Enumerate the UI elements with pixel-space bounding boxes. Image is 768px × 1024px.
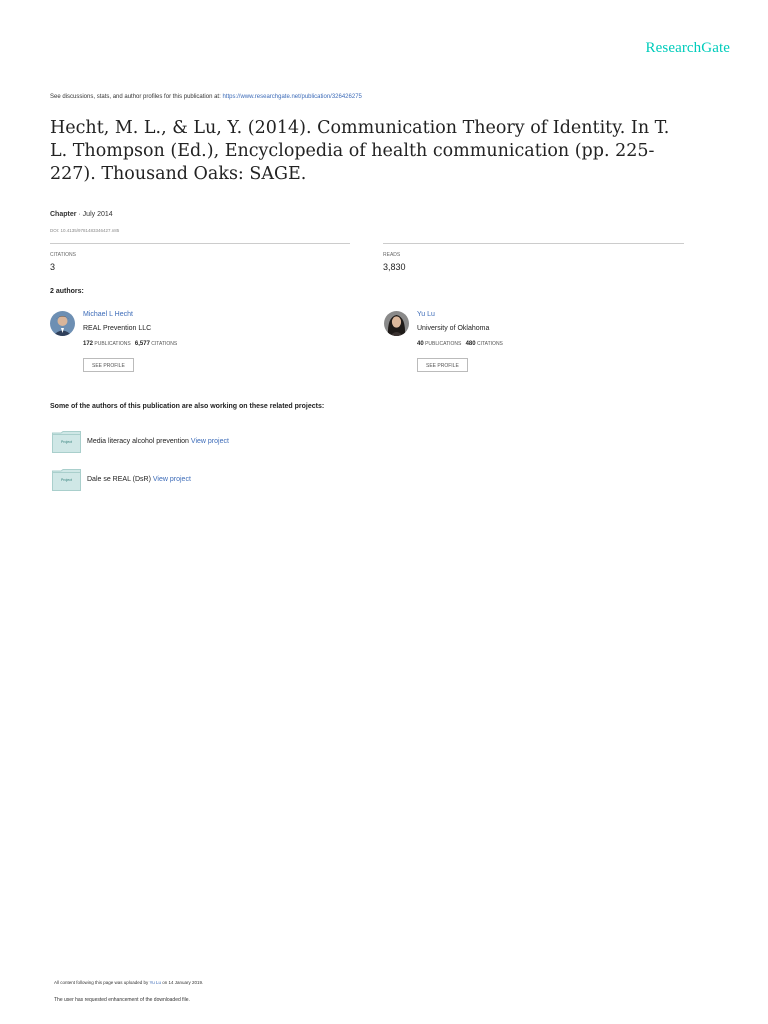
doi: DOI: 10.4135/9781483346427.n85	[50, 228, 120, 233]
project-folder-icon	[52, 469, 81, 491]
project-name: Media literacy alcohol prevention	[87, 438, 189, 445]
enhancement-note: The user has requested enhancement of the downloaded file.	[54, 997, 190, 1003]
project-folder-icon	[52, 431, 81, 453]
discussion-line	[50, 94, 362, 100]
publication-title: Hecht, M. L., & Lu, Y. (2014). Communication Theory of Identity. In T. L. Thompson (Ed.), Encyclopedia of health communication (pp. 225-227). Thousand Oaks: SAGE.	[50, 118, 670, 184]
author-citations-count: 480	[465, 341, 476, 347]
view-project-link[interactable]: View project	[190, 438, 229, 445]
publication-meta	[50, 211, 113, 218]
researchgate-logo[interactable]: ResearchGate	[645, 40, 730, 56]
author-name-link[interactable]: Yu Lu	[417, 311, 435, 318]
project-icon-label: Project	[61, 440, 72, 444]
upload-prefix: All content following this page was uploaded by	[54, 980, 149, 985]
see-profile-button[interactable]: SEE PROFILE	[83, 358, 134, 372]
publications-count: 40	[417, 341, 424, 347]
discussion-text: See discussions, stats, and author profiles for this publication at:	[50, 94, 221, 100]
see-profile-button[interactable]: SEE PROFILE	[417, 358, 468, 372]
authors-heading: 2 authors:	[50, 288, 84, 295]
author-citations-label: CITATIONS	[151, 341, 178, 347]
citations-divider	[50, 243, 350, 244]
view-project-link[interactable]: View project	[152, 476, 191, 483]
project-item	[50, 467, 450, 493]
author-card	[50, 311, 350, 381]
upload-suffix: on 14 January 2019.	[162, 980, 204, 985]
project-name: Dale se REAL (DsR)	[87, 476, 151, 483]
reads-count: 3,830	[383, 262, 406, 272]
avatar[interactable]	[384, 311, 409, 336]
author-card	[384, 311, 684, 381]
publication-date: · July 2014	[76, 211, 113, 218]
author-stats	[83, 341, 177, 347]
citations-label: CITATIONS	[50, 252, 76, 258]
related-projects-heading: Some of the authors of this publication are also working on these related projects:	[50, 403, 325, 410]
project-entry	[87, 438, 229, 445]
project-icon-label: Project	[61, 478, 72, 482]
project-entry	[87, 476, 191, 483]
reads-label: READS	[383, 252, 401, 258]
author-stats	[417, 341, 503, 347]
uploader-link[interactable]: Yu Lu	[149, 980, 161, 985]
author-name-link[interactable]: Michael L Hecht	[83, 311, 133, 318]
publications-label: PUBLICATIONS	[94, 341, 131, 347]
citations-count: 3	[50, 262, 56, 272]
author-citations-label: CITATIONS	[476, 341, 503, 347]
author-institution: University of Oklahoma	[417, 325, 490, 332]
avatar[interactable]	[50, 311, 75, 336]
project-item	[50, 429, 450, 455]
author-citations-count: 6,577	[134, 341, 150, 347]
reads-divider	[383, 243, 684, 244]
publications-label: PUBLICATIONS	[425, 341, 462, 347]
upload-notice	[54, 980, 203, 985]
publication-type: Chapter	[50, 211, 77, 218]
publications-count: 172	[83, 341, 94, 347]
author-institution: REAL Prevention LLC	[83, 325, 152, 332]
publication-url-link[interactable]: https://www.researchgate.net/publication/326426275	[222, 94, 362, 100]
